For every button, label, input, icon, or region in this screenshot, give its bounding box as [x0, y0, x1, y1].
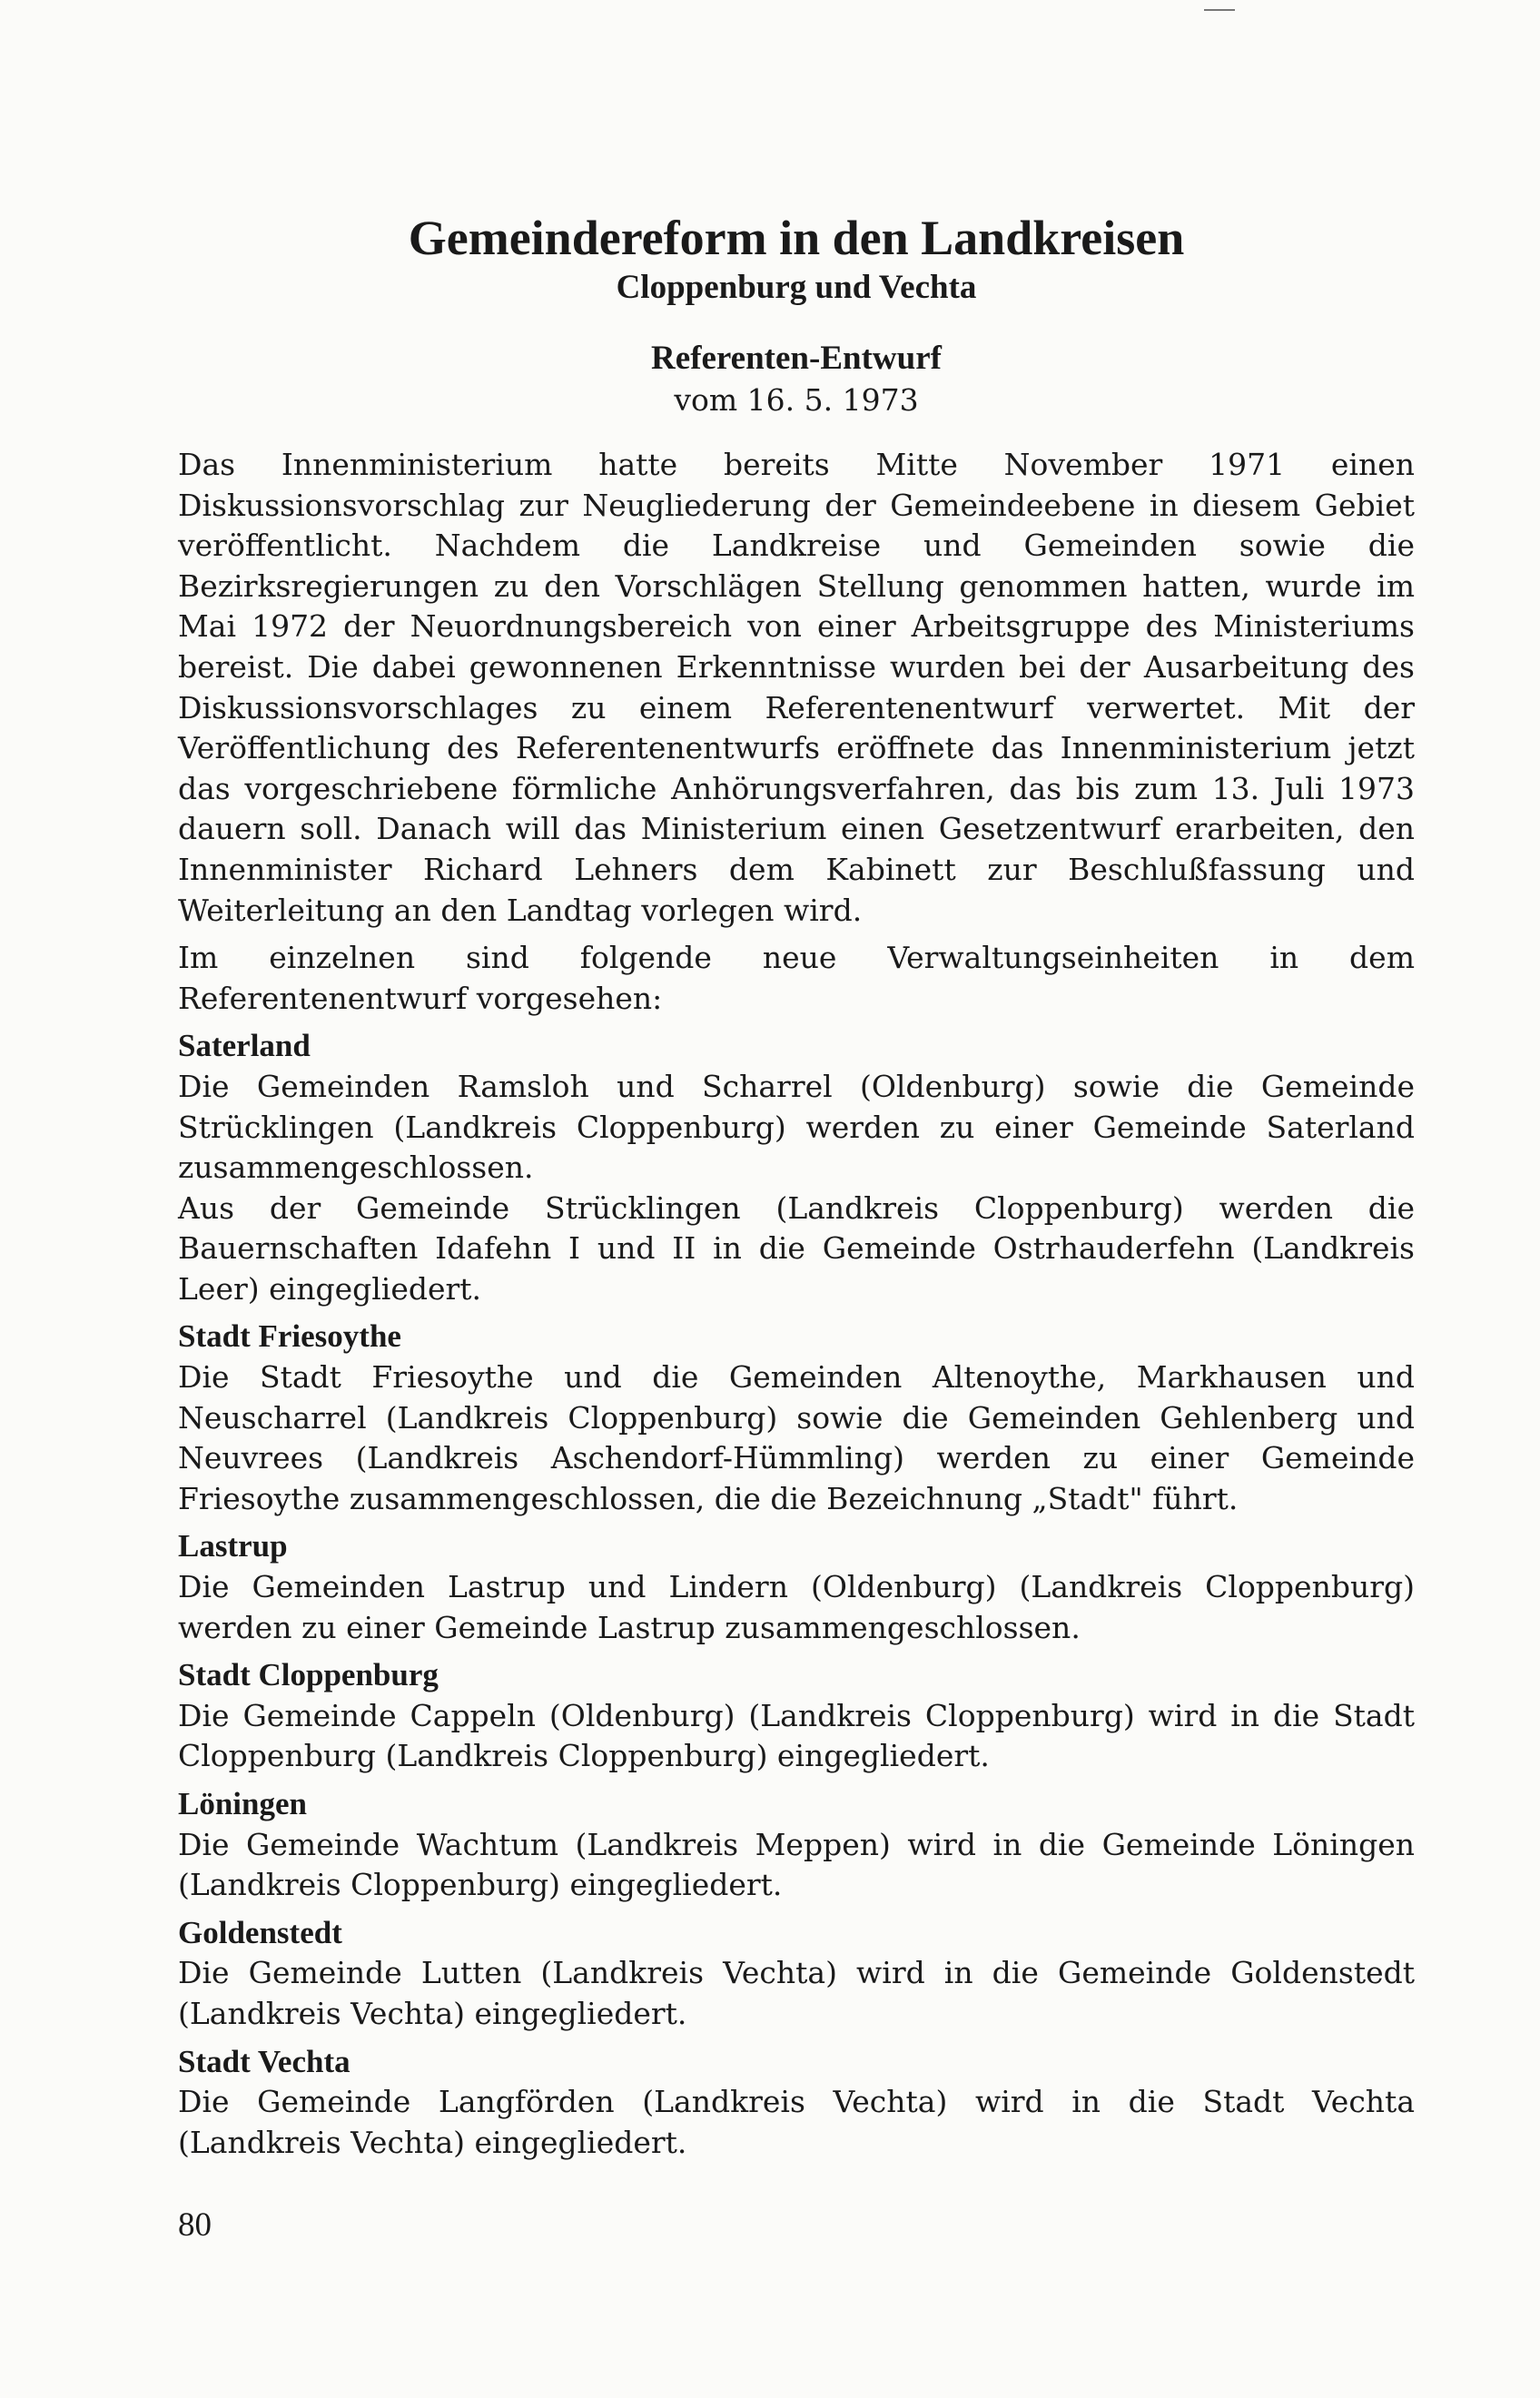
section-stadt-vechta	[178, 2042, 1415, 2164]
section-paragraph: Die Stadt Friesoythe und die Gemeinden Altenoythe, Markhausen und Neuscharrel (Landkreis Cloppenburg) sowie die Gemeinden Gehlenberg und Neuvrees (Landkreis Aschendorf-Hümmling) werden zu einer Gemeinde Friesoythe zusammengeschlossen, die die Bezeichnung „Stadt" führt.	[178, 1359, 1415, 1516]
page-subtitle: Cloppenburg und Vechta	[616, 269, 977, 306]
section-paragraph: Die Gemeinden Ramsloh und Scharrel (Oldenburg) sowie die Gemeinde Strücklingen (Landkreis Cloppenburg) werden zu einer Gemeinde Saterland zusammengeschlossen.	[178, 1068, 1415, 1186]
section-paragraph: Die Gemeinde Cappeln (Oldenburg) (Landkreis Cloppenburg) wird in die Stadt Cloppenburg (Landkreis Cloppenburg) eingegliedert.	[178, 1697, 1415, 1774]
section-heading: Lastrup	[178, 1528, 288, 1564]
document-page	[178, 209, 1415, 2170]
top-edge-mark	[1204, 9, 1235, 11]
section-paragraph: Die Gemeinde Langförden (Landkreis Vechta) wird in die Stadt Vechta (Landkreis Vechta) eingegliedert.	[178, 2084, 1415, 2160]
intro-paragraph: Das Innenministerium hatte bereits Mitte November 1971 einen Diskussionsvorschlag zur Neugliederung der Gemeindeebene in diesem Gebiet veröffentlicht. Nachdem die Landkreise und Gemeinden sowie die Bezirksregierungen zu den Vorschlägen Stellung genommen hatten, wurde im Mai 1972 der Neuordnungsbereich von einer Arbeitsgruppe des Ministeriums bereist. Die dabei gewonnenen Erkenntnisse wurden bei der Ausarbeitung des Diskussionsvorschlages zu einem Referentenentwurf verwertet. Mit der Veröffentlichung des Referentenentwurfs eröffnete das Innenministerium jetzt das vorgeschriebene förmliche Anhörungsverfahren, das bis zum 13. Juli 1973 dauern soll. Danach will das Ministerium einen Gesetzentwurf erarbeiten, den Innenminister Richard Lehners dem Kabinett zur Beschlußfassung und Weiterleitung an den Landtag vorlegen wird.	[178, 447, 1415, 928]
section-heading: Goldenstedt	[178, 1914, 342, 1950]
section-goldenstedt	[178, 1913, 1415, 2035]
page-number: 80	[178, 2206, 212, 2244]
section-heading: Löningen	[178, 1786, 307, 1821]
section-paragraph: Die Gemeinde Lutten (Landkreis Vechta) wird in die Gemeinde Goldenstedt (Landkreis Vechta) eingegliedert.	[178, 1955, 1415, 2031]
reference-heading: Referenten-Entwurf	[651, 340, 942, 377]
section-lastrup	[178, 1526, 1415, 1648]
reference-date: vom 16. 5. 1973	[674, 382, 919, 418]
section-saterland	[178, 1026, 1415, 1309]
section-loeningen	[178, 1784, 1415, 1906]
section-heading: Saterland	[178, 1028, 311, 1064]
intro-paragraph: Im einzelnen sind folgende neue Verwaltungseinheiten in dem Referentenentwurf vorgesehen:	[178, 940, 1415, 1016]
section-heading: Stadt Friesoythe	[178, 1318, 401, 1355]
page-title: Gemeindereform in den Landkreisen	[408, 211, 1185, 265]
section-paragraph: Die Gemeinde Wachtum (Landkreis Meppen) wird in die Gemeinde Löningen (Landkreis Cloppenburg) eingegliedert.	[178, 1826, 1415, 1903]
section-paragraph: Aus der Gemeinde Strücklingen (Landkreis Cloppenburg) werden die Bauernschaften Idafehn I und II in die Gemeinde Ostrhauderfehn (Landkreis Leer) eingegliedert.	[178, 1189, 1415, 1307]
section-paragraph: Die Gemeinden Lastrup und Lindern (Oldenburg) (Landkreis Cloppenburg) werden zu einer Gemeinde Lastrup zusammengeschlossen.	[178, 1569, 1415, 1645]
section-stadt-cloppenburg	[178, 1655, 1415, 1777]
section-heading: Stadt Vechta	[178, 2043, 350, 2079]
section-heading: Stadt Cloppenburg	[178, 1657, 439, 1693]
section-stadt-friesoythe	[178, 1317, 1415, 1519]
